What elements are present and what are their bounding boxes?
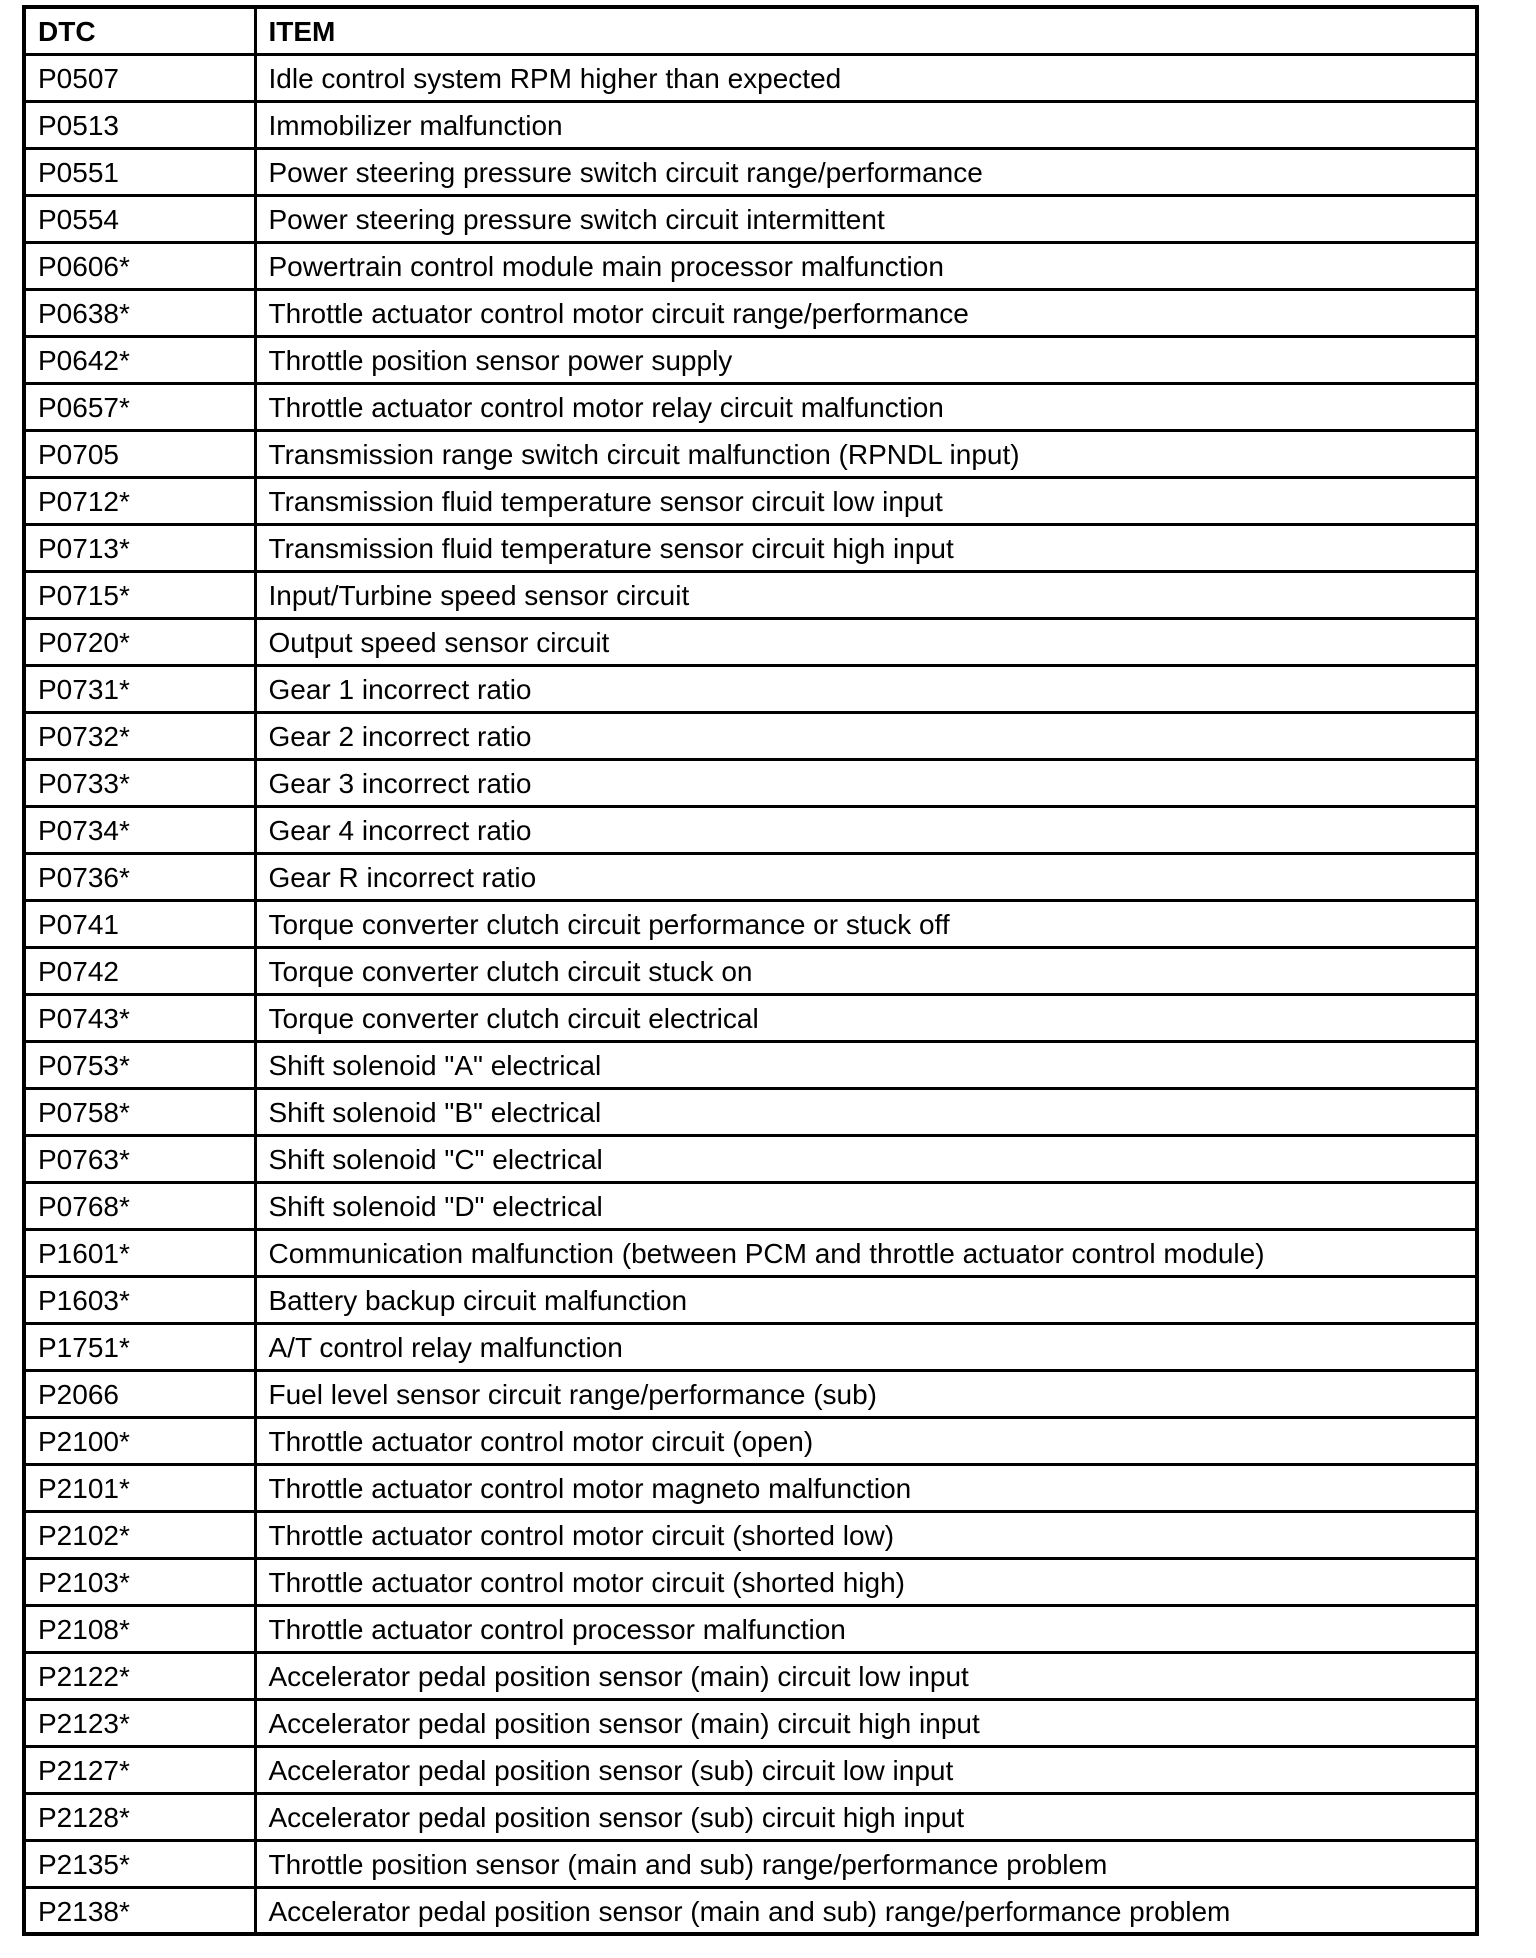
dtc-code-cell: P0507 — [24, 54, 255, 101]
item-description-cell: Transmission fluid temperature sensor circuit high input — [255, 524, 1477, 571]
item-description-cell: A/T control relay malfunction — [255, 1323, 1477, 1370]
table-row — [24, 900, 1477, 947]
item-description-cell: Accelerator pedal position sensor (main) circuit low input — [255, 1652, 1477, 1699]
dtc-code-cell: P1603* — [24, 1276, 255, 1323]
table-row — [24, 1511, 1477, 1558]
item-description-cell: Battery backup circuit malfunction — [255, 1276, 1477, 1323]
table-row — [24, 994, 1477, 1041]
table-row — [24, 289, 1477, 336]
dtc-code-cell: P2127* — [24, 1746, 255, 1793]
table-row — [24, 853, 1477, 900]
dtc-code-cell: P2135* — [24, 1840, 255, 1887]
table-row — [24, 101, 1477, 148]
table-row — [24, 524, 1477, 571]
table-row — [24, 148, 1477, 195]
item-description-cell: Accelerator pedal position sensor (sub) circuit low input — [255, 1746, 1477, 1793]
dtc-code-cell: P0741 — [24, 900, 255, 947]
table-row — [24, 1323, 1477, 1370]
table-row — [24, 1605, 1477, 1652]
dtc-code-cell: P0642* — [24, 336, 255, 383]
item-description-cell: Power steering pressure switch circuit range/performance — [255, 148, 1477, 195]
table-row — [24, 1464, 1477, 1511]
item-description-cell: Gear 4 incorrect ratio — [255, 806, 1477, 853]
dtc-code-cell: P0763* — [24, 1135, 255, 1182]
dtc-code-cell: P0733* — [24, 759, 255, 806]
table-row — [24, 477, 1477, 524]
item-description-cell: Throttle position sensor power supply — [255, 336, 1477, 383]
dtc-code-cell: P0743* — [24, 994, 255, 1041]
item-description-cell: Torque converter clutch circuit performance or stuck off — [255, 900, 1477, 947]
dtc-code-cell: P0715* — [24, 571, 255, 618]
dtc-table-head — [24, 7, 1477, 54]
table-row — [24, 1135, 1477, 1182]
item-description-cell: Throttle actuator control motor circuit (open) — [255, 1417, 1477, 1464]
item-description-cell: Throttle actuator control motor relay circuit malfunction — [255, 383, 1477, 430]
dtc-code-cell: P0713* — [24, 524, 255, 571]
dtc-code-cell: P0768* — [24, 1182, 255, 1229]
table-row — [24, 1276, 1477, 1323]
item-description-cell: Transmission range switch circuit malfunction (RPNDL input) — [255, 430, 1477, 477]
item-description-cell: Throttle actuator control motor circuit (shorted high) — [255, 1558, 1477, 1605]
dtc-code-cell: P0551 — [24, 148, 255, 195]
dtc-code-cell: P0554 — [24, 195, 255, 242]
item-description-cell: Shift solenoid "C" electrical — [255, 1135, 1477, 1182]
item-description-cell: Shift solenoid "A" electrical — [255, 1041, 1477, 1088]
dtc-code-cell: P2138* — [24, 1887, 255, 1934]
item-description-cell: Shift solenoid "B" electrical — [255, 1088, 1477, 1135]
table-row — [24, 665, 1477, 712]
table-row — [24, 1417, 1477, 1464]
item-description-cell: Throttle actuator control processor malfunction — [255, 1605, 1477, 1652]
table-row — [24, 947, 1477, 994]
table-row — [24, 1041, 1477, 1088]
dtc-code-cell: P1601* — [24, 1229, 255, 1276]
table-row — [24, 618, 1477, 665]
table-row — [24, 712, 1477, 759]
table-row — [24, 195, 1477, 242]
dtc-code-cell: P2100* — [24, 1417, 255, 1464]
dtc-code-cell: P0736* — [24, 853, 255, 900]
dtc-code-cell: P0638* — [24, 289, 255, 336]
table-row — [24, 1793, 1477, 1840]
dtc-code-cell: P1751* — [24, 1323, 255, 1370]
dtc-code-cell: P0731* — [24, 665, 255, 712]
dtc-code-cell: P2066 — [24, 1370, 255, 1417]
item-description-cell: Throttle actuator control motor circuit range/performance — [255, 289, 1477, 336]
item-description-cell: Communication malfunction (between PCM and throttle actuator control module) — [255, 1229, 1477, 1276]
item-description-cell: Accelerator pedal position sensor (main) circuit high input — [255, 1699, 1477, 1746]
header-item: ITEM — [255, 7, 1477, 54]
dtc-code-cell: P0753* — [24, 1041, 255, 1088]
item-description-cell: Torque converter clutch circuit electrical — [255, 994, 1477, 1041]
table-row — [24, 1840, 1477, 1887]
table-row — [24, 1370, 1477, 1417]
dtc-code-cell: P2101* — [24, 1464, 255, 1511]
table-row — [24, 1558, 1477, 1605]
dtc-code-cell: P0732* — [24, 712, 255, 759]
item-description-cell: Gear 3 incorrect ratio — [255, 759, 1477, 806]
item-description-cell: Throttle position sensor (main and sub) range/performance problem — [255, 1840, 1477, 1887]
dtc-code-cell: P2123* — [24, 1699, 255, 1746]
dtc-code-cell: P2103* — [24, 1558, 255, 1605]
table-row — [24, 1699, 1477, 1746]
dtc-code-cell: P0705 — [24, 430, 255, 477]
table-row — [24, 1746, 1477, 1793]
dtc-code-cell: P0734* — [24, 806, 255, 853]
table-row — [24, 1229, 1477, 1276]
item-description-cell: Torque converter clutch circuit stuck on — [255, 947, 1477, 994]
header-dtc: DTC — [24, 7, 255, 54]
item-description-cell: Powertrain control module main processor malfunction — [255, 242, 1477, 289]
dtc-code-cell: P0513 — [24, 101, 255, 148]
dtc-code-cell: P0606* — [24, 242, 255, 289]
dtc-code-cell: P2108* — [24, 1605, 255, 1652]
item-description-cell: Fuel level sensor circuit range/performance (sub) — [255, 1370, 1477, 1417]
dtc-code-cell: P2102* — [24, 1511, 255, 1558]
dtc-code-cell: P0720* — [24, 618, 255, 665]
table-row — [24, 430, 1477, 477]
table-row — [24, 336, 1477, 383]
table-row — [24, 242, 1477, 289]
dtc-table — [22, 5, 1479, 1936]
item-description-cell: Gear R incorrect ratio — [255, 853, 1477, 900]
item-description-cell: Throttle actuator control motor circuit (shorted low) — [255, 1511, 1477, 1558]
dtc-code-cell: P0758* — [24, 1088, 255, 1135]
table-row — [24, 1088, 1477, 1135]
table-row — [24, 571, 1477, 618]
item-description-cell: Idle control system RPM higher than expected — [255, 54, 1477, 101]
item-description-cell: Accelerator pedal position sensor (main and sub) range/performance problem — [255, 1887, 1477, 1934]
item-description-cell: Power steering pressure switch circuit intermittent — [255, 195, 1477, 242]
item-description-cell: Transmission fluid temperature sensor circuit low input — [255, 477, 1477, 524]
dtc-code-cell: P0712* — [24, 477, 255, 524]
table-row — [24, 759, 1477, 806]
item-description-cell: Throttle actuator control motor magneto malfunction — [255, 1464, 1477, 1511]
dtc-code-cell: P2122* — [24, 1652, 255, 1699]
item-description-cell: Gear 1 incorrect ratio — [255, 665, 1477, 712]
item-description-cell: Shift solenoid "D" electrical — [255, 1182, 1477, 1229]
header-row — [24, 7, 1477, 54]
dtc-code-cell: P0742 — [24, 947, 255, 994]
table-row — [24, 806, 1477, 853]
item-description-cell: Immobilizer malfunction — [255, 101, 1477, 148]
item-description-cell: Accelerator pedal position sensor (sub) circuit high input — [255, 1793, 1477, 1840]
table-row — [24, 54, 1477, 101]
table-row — [24, 1887, 1477, 1934]
dtc-code-cell: P0657* — [24, 383, 255, 430]
dtc-code-cell: P2128* — [24, 1793, 255, 1840]
table-row — [24, 1652, 1477, 1699]
table-row — [24, 1182, 1477, 1229]
item-description-cell: Input/Turbine speed sensor circuit — [255, 571, 1477, 618]
item-description-cell: Output speed sensor circuit — [255, 618, 1477, 665]
item-description-cell: Gear 2 incorrect ratio — [255, 712, 1477, 759]
table-row — [24, 383, 1477, 430]
dtc-table-body — [24, 54, 1477, 1934]
